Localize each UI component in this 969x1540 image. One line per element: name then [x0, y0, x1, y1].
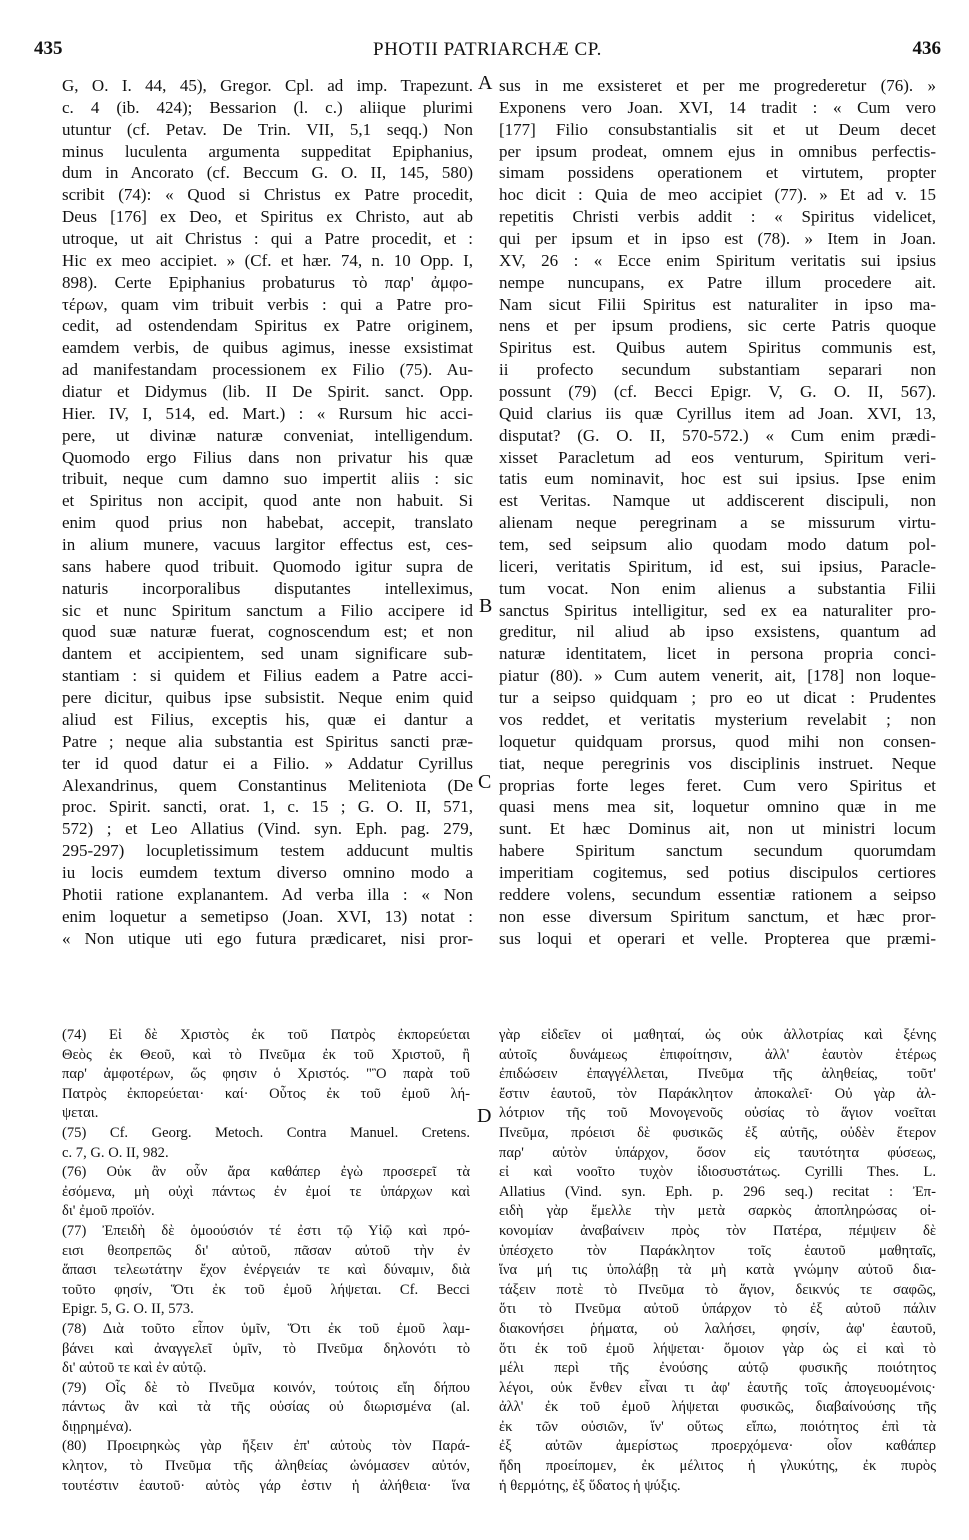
- footnote-line: (75) Cf. Georg. Metoch. Contra Manuel. Cretens.: [62, 1124, 470, 1141]
- footnote-line: δι' αὐτοῦ τε καὶ ἐν αὐτῷ.: [62, 1360, 207, 1377]
- text-line: proc. Spirit. sancti, orat. 1, c. 15 ; G. O. II, 571,: [62, 797, 473, 817]
- footnote-line: ειδὴ γὰρ ἔμελλε τὴν μετὰ σαρκὸς ἀποπληρώσας οἰ-: [499, 1203, 936, 1220]
- text-line: qui per ipsum et in ipso est (78). » Item in Joan.: [499, 229, 936, 249]
- footnote-line: παρ' αὐτὸν ὑπάρχον, ὅσον εἰς ταυτότητα φύσεως,: [499, 1144, 936, 1161]
- text-line: xisset Paracletum ad eos venturum, Spiritum veri-: [499, 447, 936, 467]
- text-line: sus in me exsisteret et per me progrederetur (76). »: [499, 76, 936, 95]
- text-line: sanctus Spiritus intelligitur, sed ex ea naturaliter pro-: [499, 600, 936, 620]
- footnote-line: αὐτοῖς δυνάμεως ἐπιφοίτησιν, ἀλλ' ἑαυτὸν ἑτέρως: [499, 1046, 936, 1063]
- text-line: tum vocat. Non enim alienus a substantia Filii: [499, 578, 936, 598]
- footnote-line: Πνεῦμα, πρόεισι δὲ φυσικῶς ἐξ αὐτῆς, οὐδὲν ἕτερον: [499, 1124, 936, 1141]
- text-line: enim loquetur a semetipso (Joan. XVI, 13) notat :: [62, 906, 473, 926]
- footnote-line: ὑπέσχετο τὸν Παράκλητον τοῖς ἑαυτοῦ μαθηταῖς,: [499, 1242, 936, 1259]
- footnotes-right-column: [499, 1026, 936, 1496]
- footnote-line: ἵνα μή τις ὑπολάβῃ τὰ μὴ κατὰ γνώμην αὐτοῦ δια-: [499, 1262, 936, 1279]
- footnote-line: ἅπασι τελεωτάτην ἔχον ἐνέργειάν τε καὶ δύναμιν, διὰ: [62, 1262, 470, 1279]
- text-line: quod suæ naturæ fuerat, cognoscendum est; et non: [62, 622, 473, 642]
- footnote-line: ἐπιδώσειν ἐπαγγέλλεται, Πνεῦμα τῆς ἀληθείας, τοῦτ': [499, 1066, 936, 1083]
- footnote-line: κλητον, τὸ Πνεῦμα τῆς ἀληθείας ὠνόμασεν αὐτόν,: [62, 1458, 470, 1475]
- footnote-line: Allatius (Vind. syn. Eph. p. 296 seq.) recitat : Ἐπ-: [499, 1183, 936, 1200]
- text-line: tiat, neque peregrinis vos disciplinis instruet. Neque: [499, 753, 936, 773]
- text-line: Photii ratione explanantem. Ad verba illa : « Non: [62, 884, 473, 904]
- footnote-line: λέγοι, οὐκ ἔνθεν εἶναι τι ἀφ' ἑαυτῆς τοῖς ἀπογευομένοις·: [499, 1379, 936, 1396]
- footnote-line: δι' ἐμοῦ προϊόν.: [62, 1203, 155, 1220]
- text-line: reddere volens, secundum essentiæ rationem a seipso: [499, 884, 936, 904]
- footnote-line: εἰ καὶ νοοῖτο τυχὸν ἰδιοσυστάτως. Cyrilli Thes. L.: [499, 1164, 936, 1181]
- text-line: aliud est Filius, exceptis his, quæ ei dantur a: [62, 709, 473, 729]
- footnote-line: (79) Οἷς δὲ τὸ Πνεῦμα κοινόν, τούτοις εἴη δήπου: [62, 1379, 470, 1396]
- text-line: loquetur quidquam prorsus, quod mihi non consen-: [499, 731, 936, 751]
- text-line: Patre ; neque alia substantia est Spiritus sancti præ-: [62, 731, 473, 751]
- main-text-left-column: [62, 75, 473, 949]
- footnote-line: (77) Ἐπειδὴ δὲ ὁμοούσιόν τέ ἐστι τῷ Υἱῷ καὶ πρό-: [62, 1222, 470, 1239]
- text-line: sus loqui et operari et velle. Propterea que præmi-: [499, 928, 936, 948]
- text-line: 295-297) locupletissimum testem adducunt multis: [62, 841, 473, 861]
- text-line: dantem et accipientem, sed unam significare sub-: [62, 644, 473, 664]
- text-line: liceri, veritatis Spiritum, id est, sui ipsius, Paracle-: [499, 556, 936, 576]
- text-line: simam possidens operationem et virtutem, propter: [499, 163, 936, 183]
- text-line: imperitiam cogitemus, sed potius discipulos certiores: [499, 862, 936, 882]
- footnote-line: γὰρ εἰδεῖεν οἱ μαθηταί, ὡς οὐκ ἀλλοτρίας καὶ ξένης: [499, 1027, 936, 1043]
- footnote-line: κονομίαν ἀναβαίνειν πρὸς τὸν Πατέρα, πέμψειν δὲ: [499, 1222, 936, 1239]
- text-line: hoc dicit : Quia de meo accipiet (77). » Et ad v. 15: [499, 185, 936, 205]
- footnote-line: ἤδη προείπομεν, ἐκ μέλιτος ἡ γλυκύτης, ἐκ πυρὸς: [499, 1458, 936, 1475]
- footnote-line: ἀλλ' ἐκ τοῦ ἐμοῦ λήψεται φυσικῶς, διαβαίνούσης τῆς: [499, 1399, 936, 1416]
- footnote-line: Πατρὸς ἐκπορεύεται· καί· Οὗτος ἐκ τοῦ ἐμοῦ λή-: [62, 1085, 470, 1102]
- text-line: ii profecto secundum substantiam separari non: [499, 360, 936, 380]
- text-line: G, O. I. 44, 45), Gregor. Cpl. ad imp. Trapezunt.: [62, 76, 473, 95]
- text-line: Exponens vero Joan. XVI, 14 tradit : « Cum vero: [499, 97, 936, 117]
- footnote-line: διῃρημένα).: [62, 1418, 133, 1435]
- text-line: quasi mens mea sit, loquetur omnino quæ in me: [499, 797, 936, 817]
- footnote-line: παρ' ἀμφοτέρων, ὥς φησιν ὁ Χριστός. "Ὃ παρὰ τοῦ: [62, 1066, 470, 1083]
- text-line: possunt (79) (cf. Becci Epigr. V, G. O. II, 567).: [499, 382, 936, 402]
- text-line: τέρων, quam vim tribuit verbis : qui a Patre pro-: [62, 294, 473, 314]
- text-line: iu locis eumdem textum diverso omnino modo a: [62, 862, 473, 882]
- text-line: c. 4 (ib. 424); Bessarion (l. c.) aliique plurimi: [62, 97, 473, 117]
- text-line: 898). Certe Epiphanius probaturus τὸ παρ' ἀμφο-: [62, 272, 473, 292]
- text-line: ter id quod datur ei a Filio. » Addatur Cyrillus: [62, 753, 473, 773]
- text-line: per ipsum prodeat, omnem ejus in omnibus perfectis-: [499, 141, 936, 161]
- footnote-line: ὅτι τὸ Πνεῦμα αὐτοῦ ὑπάρχον τὸ ἐξ αὐτοῦ πάλιν: [499, 1301, 936, 1318]
- text-line: tribuit, neque cum damno suo impertit aliis : sic: [62, 469, 473, 489]
- text-line: Quid clarius iis quæ Cyrillus item ad Joan. XVI, 13,: [499, 403, 936, 423]
- text-line: eamdem verbis, de quibus agimus, inesse exsistimat: [62, 338, 473, 358]
- running-title: PHOTII PATRIARCHÆ CP.: [373, 39, 602, 60]
- text-line: nempe nuncupans, ex Patre illum procedere ait.: [499, 272, 936, 292]
- footnote-line: (74) Εἰ δὲ Χριστὸς ἐκ τοῦ Πατρὸς ἐκπορεύεται: [62, 1027, 470, 1043]
- text-line: habere Spiritum sanctum secundum quorumdam: [499, 841, 936, 861]
- text-line: Hier. IV, I, 514, ed. Mart.) : « Rursum hic acci-: [62, 403, 473, 423]
- page-number-right: 436: [912, 38, 941, 59]
- footnote-line: Epigr. 5, G. O. II, 573.: [62, 1301, 194, 1318]
- footnote-line: (78) Διὰ τοῦτο εἶπον ὑμῖν, Ὅτι ἐκ τοῦ ἐμοῦ λαμ-: [62, 1320, 470, 1337]
- footnote-line: (76) Οὐκ ἂν οὖν ἄρα καθάπερ ἐγὼ προσερεῖ τὰ: [62, 1164, 470, 1181]
- text-line: Quomodo ergo Filius dans non privatur his quæ: [62, 447, 473, 467]
- text-line: utroque, ut ait Christus : qui a Patre procedit, et :: [62, 229, 473, 249]
- text-line: Deus [176] ex Deo, et Spiritus ex Christo, aut ab: [62, 207, 473, 227]
- text-line: est Veritas. Namque ut addiscerent discipuli, non: [499, 491, 936, 511]
- text-line: piatur (80). » Cum autem venerit, ait, [178] non loque-: [499, 666, 936, 686]
- text-line: ad manifestandam processionem ex Filio (75). Au-: [62, 360, 473, 380]
- footnote-line: λότριον τῆς τοῦ Μονογενοῦς οὐσίας τὸ ἅγιον νοεῖται: [499, 1105, 936, 1122]
- footnote-line: ἔστιν ἑαυτοῦ, τὸν Παράκλητον ἀποκαλεῖ· Οὐ γὰρ ἀλ-: [499, 1085, 936, 1102]
- text-line: pere dicitur, quibus ipse subsistit. Neque enim quid: [62, 688, 473, 708]
- footnote-line: ἡ θερμότης, ἐξ ὕδατος ἡ ψύξις.: [499, 1477, 681, 1494]
- text-line: et Spiritus non accipit, quod ante non habuit. Si: [62, 491, 473, 511]
- text-line: naturis incorporalibus disputantes intelleximus,: [62, 578, 473, 598]
- text-line: enim quod prius non habebat, accepit, translato: [62, 513, 473, 533]
- text-line: tem, sed seipsum alio quodam modo datum pol-: [499, 535, 936, 555]
- text-line: utuntur (cf. Petav. De Trin. VII, 5,1 seqq.) Non: [62, 119, 473, 139]
- footnote-line: εισι θεοπρεπῶς δι' αὐτοῦ, πᾶσαν αὐτοῦ τὴν ἐν: [62, 1242, 470, 1259]
- text-line: sans habere quod tribuit. Quomodo igitur supra de: [62, 556, 473, 576]
- text-line: « Non utique uti ego futura prædicaret, nisi pror-: [62, 928, 473, 948]
- text-line: [177] Filio consubstantialis sit et ut Deum decet: [499, 119, 936, 139]
- text-line: cedit, ad ostendendam Spiritus ex Patre originem,: [62, 316, 473, 336]
- text-line: in alium munere, vacuus largitor effectus est, ces-: [62, 535, 473, 555]
- text-line: tur a seipso quidquam ; pro eo ut dicat : Prudentes: [499, 688, 936, 708]
- margin-letter-c: C: [478, 771, 492, 793]
- footnote-line: (80) Προειρηκὼς γὰρ ἥξειν ἐπ' αὐτοὺς τὸν Παρά-: [62, 1438, 470, 1455]
- text-line: disputat? (G. O. II, 570-572.) « Cum enim prædi-: [499, 425, 936, 445]
- footnote-line: ὅτι ἐκ τοῦ ἐμοῦ λήψεται· ὅμοιον γὰρ ὡς εἰ καὶ τὸ: [499, 1340, 936, 1357]
- margin-letter-d: D: [477, 1105, 492, 1127]
- text-line: stantiam : si quidem et Filius eadem a Patre acci-: [62, 666, 473, 686]
- text-line: scribit (74): « Quod si Christus ex Patre procedit,: [62, 185, 473, 205]
- page-header: [34, 38, 941, 68]
- text-line: minus luculenta argumenta suppeditat Epiphanius,: [62, 141, 473, 161]
- footnote-line: ἐσόμενα, μὴ οὐχὶ πάντως ἐν ἐμοί τε ὑπάρχων καὶ: [62, 1183, 470, 1200]
- margin-letter-a: A: [478, 72, 493, 94]
- text-line: 572) ; et Leo Allatius (Vind. syn. Eph. pag. 279,: [62, 819, 473, 839]
- page-number-left: 435: [34, 38, 63, 59]
- text-line: non esse diversum Spiritum sanctum, et hæc pror-: [499, 906, 936, 926]
- text-line: Nam sicut Filii Spiritus est naturaliter in ipso ma-: [499, 294, 936, 314]
- text-line: repetitis Christi verbis addit : « Spiritus videlicet,: [499, 207, 936, 227]
- main-text-right-column: [499, 75, 936, 949]
- text-line: tatis eum nominavit, hoc est sui ipsius. Ipse enim: [499, 469, 936, 489]
- footnote-line: βάνει καὶ ἀναγγελεῖ ὑμῖν, τὸ Πνεῦμα δηλονότι τὸ: [62, 1340, 470, 1357]
- text-line: sunt. Et hæc Dominus ait, non ut ministri locum: [499, 819, 936, 839]
- text-line: proprias forte leges feret. Cum vero Spiritus et: [499, 775, 936, 795]
- footnote-line: ψεται.: [62, 1105, 99, 1122]
- footnote-line: ἐκ τῶν οὐσιῶν, ἵν' οὕτως εἴπω, ποιότητος ἐπὶ τὰ: [499, 1418, 936, 1435]
- text-line: XV, 26 : « Ecce enim Spiritum veritatis sui ipsius: [499, 250, 936, 270]
- footnote-line: διακονήσει ῥήματα, οὐ λαλήσει, φησίν, ἀφ' ἑαυτοῦ,: [499, 1320, 936, 1337]
- footnote-line: c. 7, G. O. II, 982.: [62, 1144, 169, 1161]
- footnote-line: τουτέστιν ἑαυτοῦ· αὐτὸς γάρ ἐστιν ἡ ἀλήθεια· ἵνα: [62, 1477, 470, 1494]
- text-line: diatur et Didymus (lib. II De Spirit. sanct. Opp.: [62, 382, 473, 402]
- text-line: sic et nunc Spiritum sanctum a Filio accipere id: [62, 600, 473, 620]
- text-line: Alexandrinus, quem Constantinus Meliteniota (De: [62, 775, 473, 795]
- footnote-line: ἐξ αὐτῶν ἀμερίστως προερχόμενα· οἷον καθάπερ: [499, 1438, 936, 1455]
- text-line: Spiritus est. Quibus autem Spiritus communis est,: [499, 338, 936, 358]
- text-line: nens et per ipsum prodiens, sic certe Patris quoque: [499, 316, 936, 336]
- text-line: greditur, nil aliud ab ipso exsistens, quantum ad: [499, 622, 936, 642]
- text-line: vos reddet, et veritatis mysterium revelabit ; non: [499, 709, 936, 729]
- text-line: Hic ex meo accipiet. » (Cf. et hær. 74, n. 10 Opp. I,: [62, 250, 473, 270]
- text-line: alienam neque peregrinam a se missurum virtu-: [499, 513, 936, 533]
- footnotes-left-column: [62, 1026, 470, 1496]
- footnote-line: Θεὸς ἐκ Θεοῦ, καὶ τὸ Πνεῦμα ἐκ τοῦ Χριστοῦ, ἢ: [62, 1046, 470, 1063]
- text-line: pere, ut divinæ naturæ conveniat, intelligendum.: [62, 425, 473, 445]
- footnote-line: μέλι περὶ τῆς ἐνούσης αὐτῷ φυσικῆς ποιότητος: [499, 1360, 936, 1377]
- footnote-line: τάξειν ποτὲ τὸ Πνεῦμα τὸ ἅγιον, δεικνύς τε σαφῶς,: [499, 1281, 936, 1298]
- text-line: naturæ identitatem, licet in persona propria conci-: [499, 644, 936, 664]
- margin-letter-b: B: [479, 595, 493, 617]
- footnote-line: τοῦτο φησίν, Ὅτι ἐκ τοῦ ἐμοῦ λήψεται. Cf. Becci: [62, 1281, 470, 1298]
- footnote-line: πάντως ἂν καὶ τὰ τῆς οὐσίας οὐ διωρισμένα (al.: [62, 1399, 470, 1416]
- text-line: dum in Ancorato (cf. Beccum G. O. II, 145, 580): [62, 163, 473, 183]
